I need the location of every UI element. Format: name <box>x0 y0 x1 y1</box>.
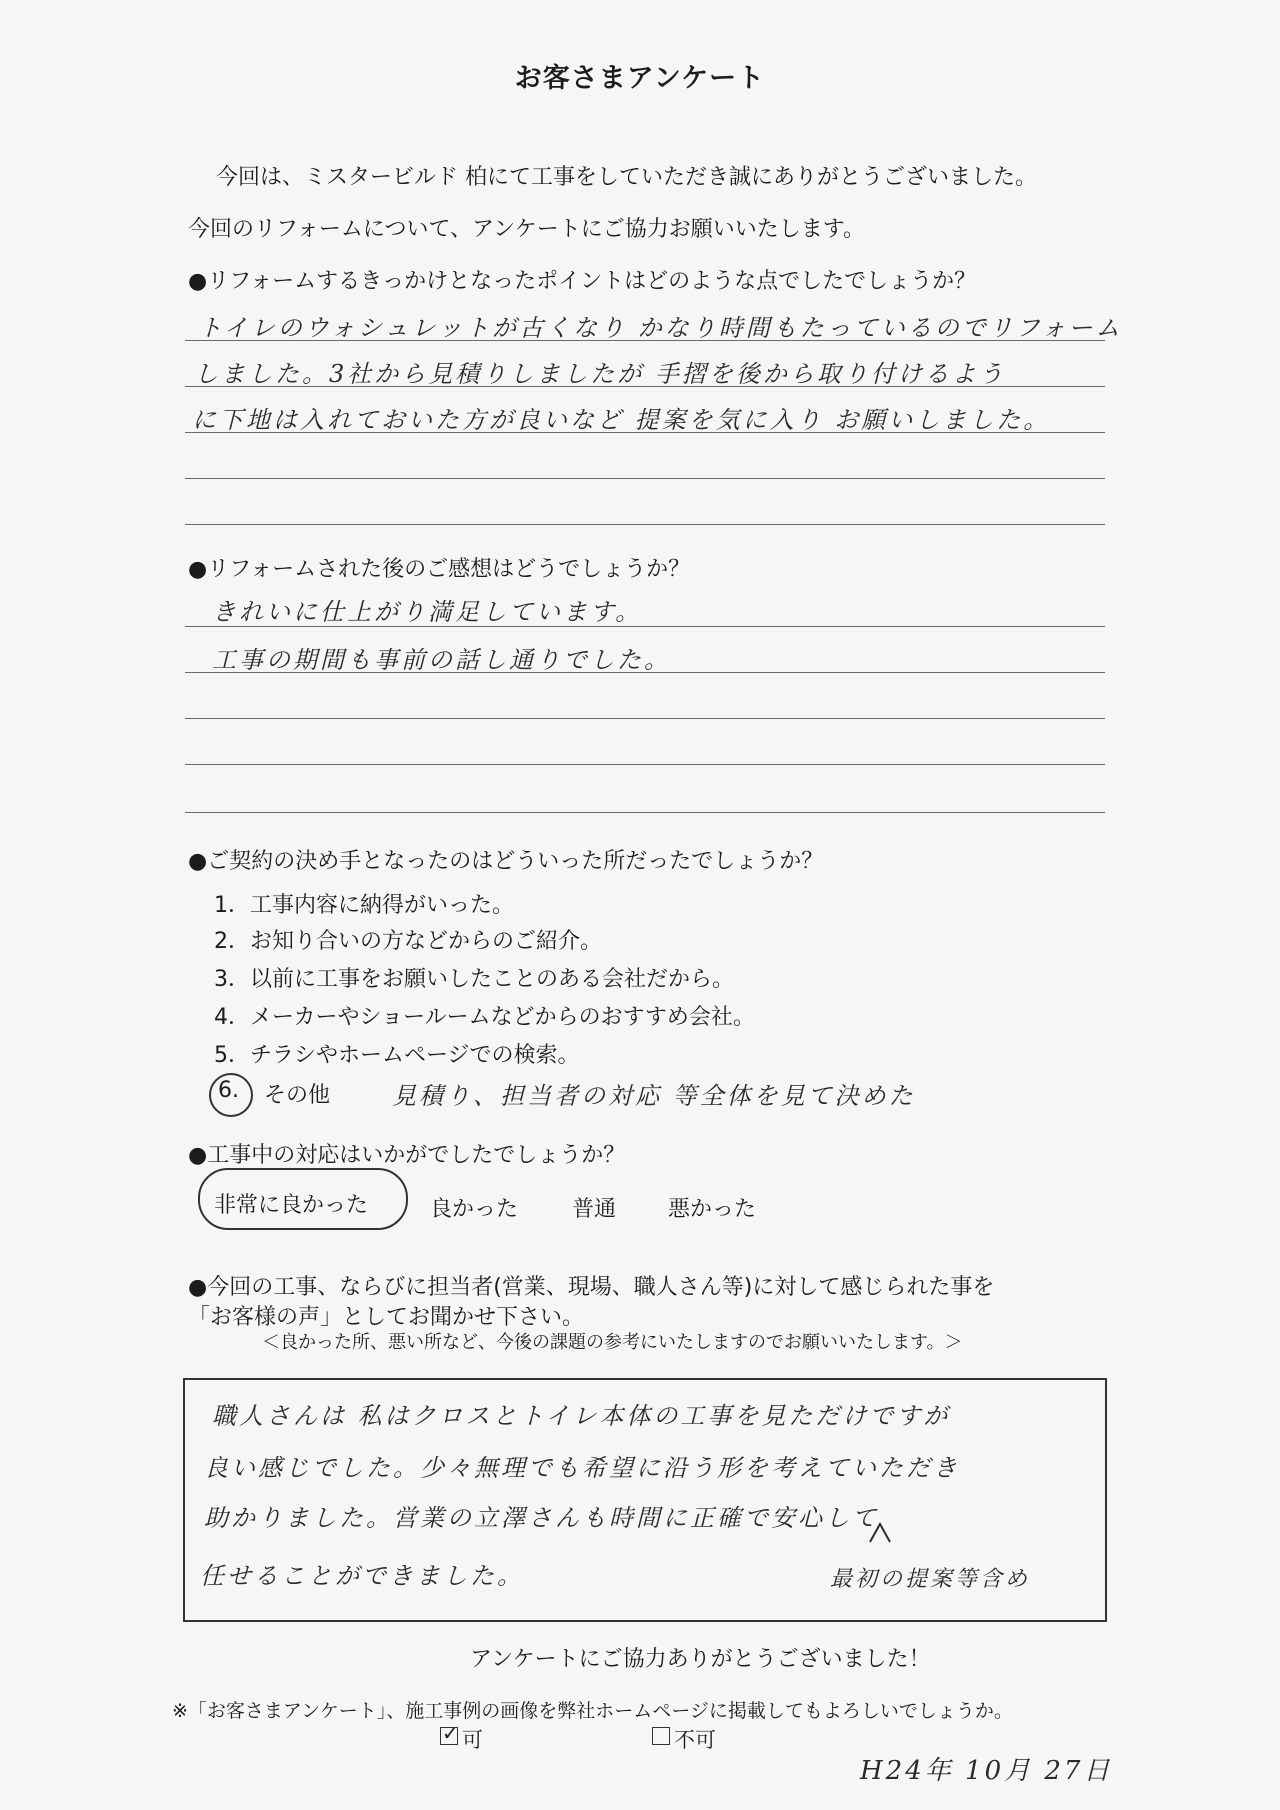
option-6-answer: 見積り、担当者の対応 等全体を見て決めた <box>392 1082 916 1110</box>
ng-checkbox[interactable] <box>652 1727 670 1745</box>
option-6-number: 6. <box>218 1078 239 1103</box>
rating-bad: 悪かった <box>668 1197 757 1222</box>
option-5: 5．チラシやホームページでの検索。 <box>214 1043 580 1068</box>
question-5-line-1: ●今回の工事、ならびに担当者(営業、現場、職人さん等)に対して感じられた事を <box>188 1275 995 1300</box>
answer-rule <box>185 524 1105 525</box>
voice-line-2: 良い感じでした。少々無理でも希望に沿う形を考えていただき <box>204 1454 960 1482</box>
voice-line-4: 任せることができました。 <box>200 1562 524 1590</box>
answer-rule <box>185 340 1105 341</box>
intro-line-2: 今回のリフォームについて、アンケートにご協力お願いいたします。 <box>188 217 865 242</box>
voice-insertion: 最初の提案等含め <box>830 1567 1031 1592</box>
answer-rule <box>185 764 1105 765</box>
answer-rule <box>185 718 1105 719</box>
option-6-label: その他 <box>264 1083 331 1108</box>
insertion-caret-icon <box>868 1520 892 1544</box>
publish-permission-note: ※「お客さまアンケート」、施工事例の画像を弊社ホームページに掲載してもよろしいでしょうか。 <box>172 1700 1013 1722</box>
q1-answer-line-2: しました。3社から見積りしましたが 手摺を後から取り付けるよう <box>194 360 1006 388</box>
q2-answer-line-1: きれいに仕上がり満足しています。 <box>212 598 643 626</box>
question-3: ●ご契約の決め手となったのはどういった所だったでしょうか？ <box>188 849 824 874</box>
q2-answer-line-2: 工事の期間も事前の話し通りでした。 <box>212 646 671 674</box>
ok-checkbox[interactable] <box>440 1721 459 1745</box>
question-2: ●リフォームされた後のご感想はどうでしょうか？ <box>188 557 691 582</box>
answer-rule <box>185 386 1105 387</box>
voice-line-1: 職人さんは 私はクロスとトイレ本体の工事を見ただけですが <box>212 1402 951 1430</box>
option-4: 4．メーカーやショールームなどからのおすすめ会社。 <box>214 1005 755 1030</box>
q1-answer-line-1: トイレのウォシュレットが古くなり かなり時間もたっているのでリフォーム <box>198 314 1123 342</box>
answer-rule <box>185 812 1105 813</box>
rating-normal: 普通 <box>572 1197 617 1222</box>
question-4: ●工事中の対応はいかがでしたでしょうか？ <box>188 1143 626 1168</box>
answer-rule <box>185 672 1105 673</box>
question-5-hint: ＜良かった所、悪い所など、今後の課題の参考にいたしますのでお願いいたします。＞ <box>262 1332 963 1353</box>
answer-rule <box>185 478 1105 479</box>
answer-rule <box>185 626 1105 627</box>
intro-line-1: 今回は、ミスタービルド 柏にて工事をしていただき誠にありがとうございました。 <box>216 165 1037 190</box>
ok-label: 可 <box>462 1728 483 1752</box>
q1-answer-line-3: に下地は入れておいた方が良いなど 提案を気に入り お願いしました。 <box>192 406 1051 434</box>
question-1: ●リフォームするきっかけとなったポイントはどのような点でしたでしょうか？ <box>188 269 977 294</box>
option-1: 1．工事内容に納得がいった。 <box>214 893 514 918</box>
page-title: お客さまアンケート <box>514 63 766 94</box>
ng-label: 不可 <box>674 1728 716 1752</box>
rating-good: 良かった <box>430 1197 519 1222</box>
thanks-message: アンケートにご協力ありがとうございました！ <box>470 1647 931 1672</box>
question-5-line-2: 「お客様の声」としてお聞かせ下さい。 <box>188 1305 585 1330</box>
option-2: 2．お知り合いの方などからのご紹介。 <box>214 929 602 954</box>
voice-line-3: 助かりました。営業の立澤さんも時間に正確で安心して <box>204 1504 879 1532</box>
option-3: 3．以前に工事をお願いしたことのある会社だから。 <box>214 967 734 992</box>
survey-date: H24年 10月 27日 <box>860 1756 1113 1786</box>
answer-rule <box>185 432 1105 433</box>
check-mark-icon: ✓ <box>442 1721 459 1745</box>
rating-very-good: 非常に良かった <box>214 1193 369 1218</box>
